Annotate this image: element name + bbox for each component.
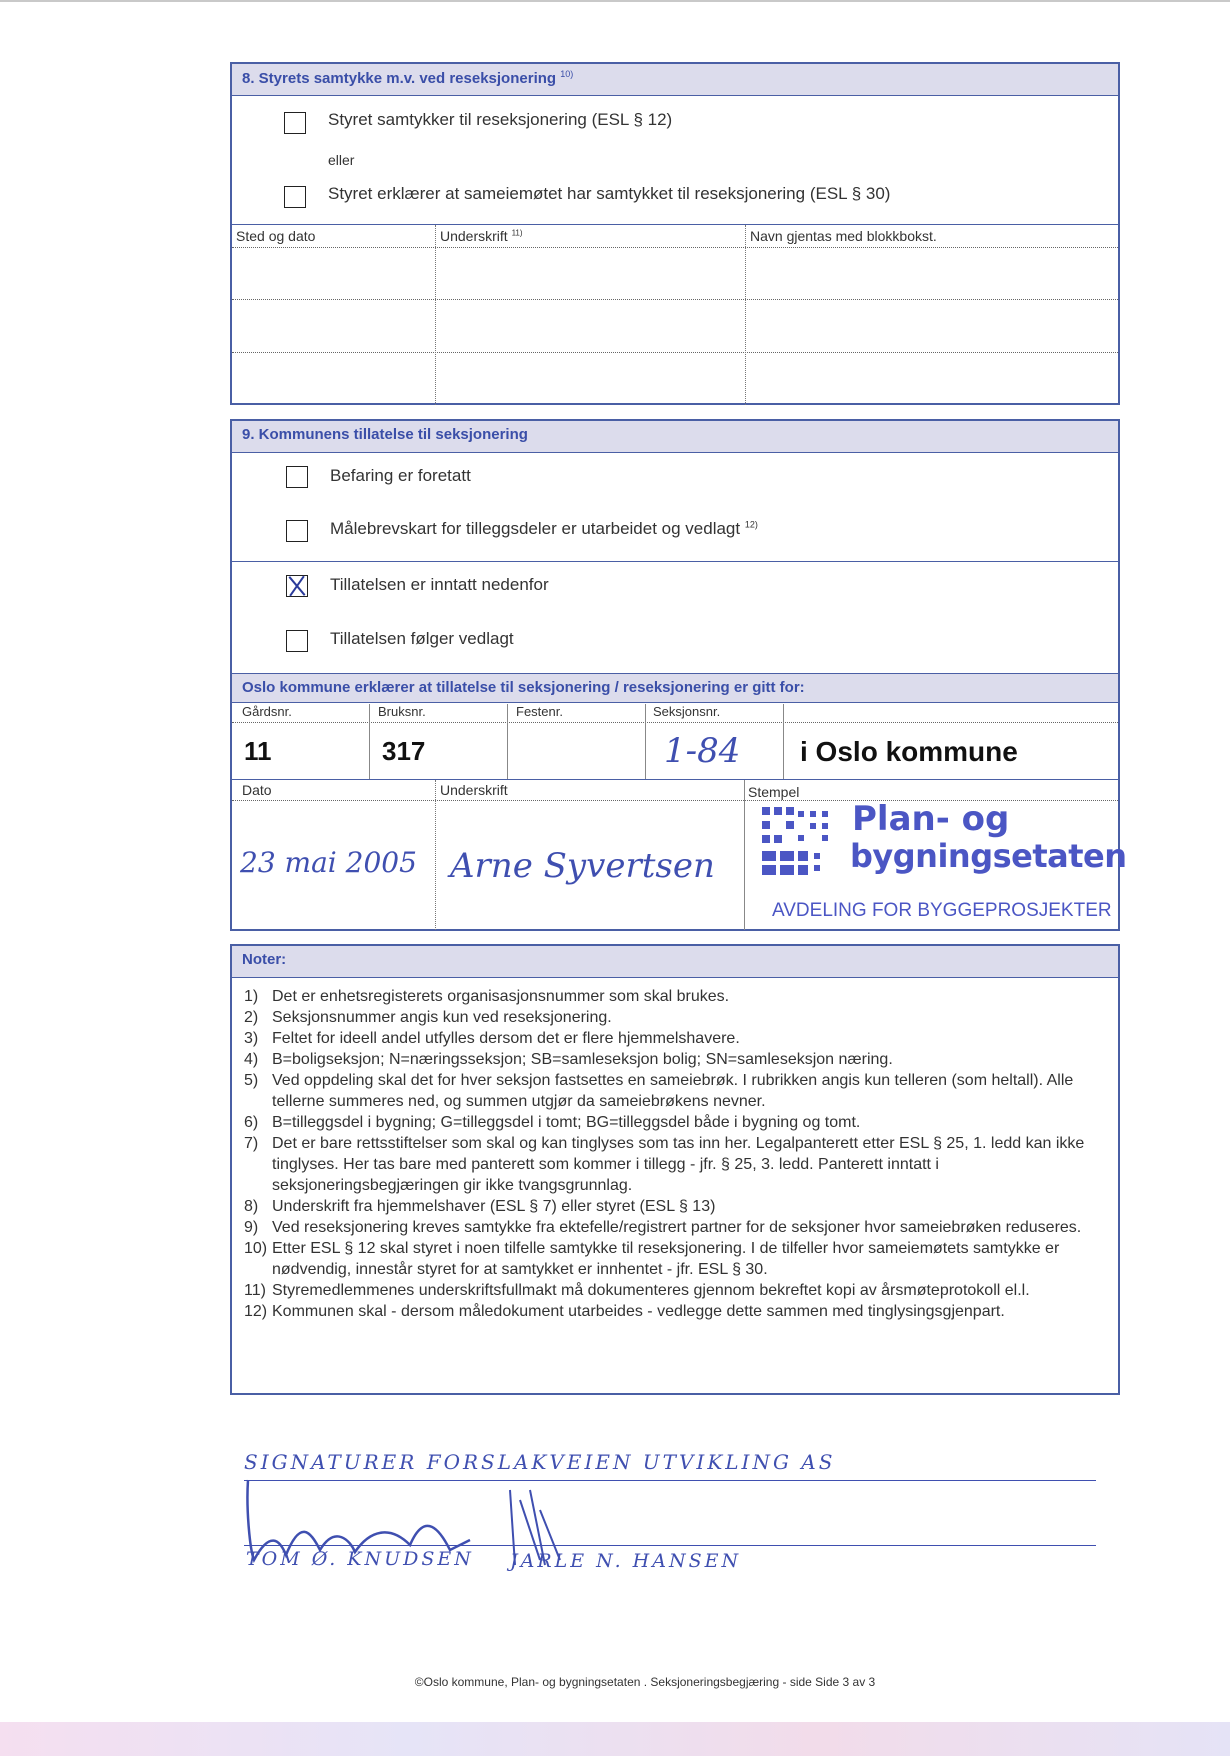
option-meeting-consented-label: Styret erklærer at sameiemøtet har samtykket til reseksjonering (ESL § 30) xyxy=(328,184,891,203)
note-item: 2) Seksjonsnummer angis kun ved reseksjonering. xyxy=(244,1009,612,1026)
handwritten-name-2: JARLE N. HANSEN xyxy=(510,1550,742,1572)
scan-top-edge xyxy=(0,0,1230,2)
col-divider xyxy=(645,704,646,779)
header-stempel: Stempel xyxy=(748,784,800,800)
header-gardsnr: Gårdsnr. xyxy=(242,704,292,719)
note-item: 8) Underskrift fra hjemmelshaver (ESL § 7) eller styret (ESL § 13) xyxy=(244,1198,716,1215)
row-line xyxy=(232,722,1118,723)
permit-included-label: Tillatelsen er inntatt nedenfor xyxy=(330,575,549,594)
signature-line-2 xyxy=(244,1545,1096,1546)
notes-title: Noter: xyxy=(232,946,1118,978)
checkbox-meeting-consented[interactable] xyxy=(284,186,306,208)
stamp-line-1: Plan- og xyxy=(852,799,1010,839)
divider xyxy=(232,561,1118,562)
note-item: 7) Det er bare rettsstiftelser som skal og kan tinglyses som tas inn her. Legalpanterett etter ESL § 25, 1. ledd kan ikke tinglyses. Her tas bare med panterett som kommer i tillegg - jfr. § 25, 3. ledd. Panterett inntatt i seksjoneringsbegjæringen gir ikke tvangsgrunnlag. xyxy=(244,1135,1085,1194)
value-signature-handwritten: Arne Syvertsen xyxy=(450,846,715,886)
col-divider xyxy=(783,704,784,779)
permit-declaration: Oslo kommune erklærer at tillatelse til seksjonering / reseksjonering er gitt for: xyxy=(232,673,1118,703)
col-divider xyxy=(507,704,508,779)
note-item: 12) Kommunen skal - dersom måledokument utarbeides - vedlegge dette sammen med tinglysingsgjenpart. xyxy=(244,1303,1005,1320)
header-festenr: Festenr. xyxy=(516,704,563,719)
checkbox-board-consents[interactable] xyxy=(284,112,306,134)
map-attached-label: Målebrevskart for tilleggsdeler er utarbeidet og vedlagt $^{12)}$ xyxy=(330,519,758,538)
checkbox-map-attached[interactable] xyxy=(286,520,308,542)
section-8-board-consent xyxy=(230,62,1120,405)
col-place-date: Sted og dato xyxy=(236,228,316,244)
section-9-municipal-permit xyxy=(230,419,1127,931)
inspection-done-label: Befaring er foretatt xyxy=(330,466,471,485)
stamp-line-2: bygningsetaten xyxy=(850,837,1127,875)
kommune-label: i Oslo kommune xyxy=(800,736,1018,767)
option-board-consents-label: Styret samtykker til reseksjonering (ESL § 12) xyxy=(328,110,673,129)
permit-attached-label: Tillatelsen følger vedlagt xyxy=(330,629,514,648)
col-divider xyxy=(435,780,436,930)
handwritten-name-1: TOM Ø. KNUDSEN xyxy=(246,1548,474,1570)
note-item: 10) Etter ESL § 12 skal styret i noen tilfelle samtykke til reseksjonering. I de tilfeller hvor sameiemøtets samtykke er nødvendig, innestår styret for at samtykket er innhentet - jfr. ESL § 30. xyxy=(244,1240,1060,1278)
checkbox-permit-included[interactable] xyxy=(286,575,308,597)
notes-section xyxy=(230,944,1120,1395)
col-divider xyxy=(744,780,745,930)
col-divider xyxy=(369,704,370,779)
note-item: 5) Ved oppdeling skal det for hver seksjon fastsettes en sameiebrøk. I rubrikken angis kun telleren (som heltall). Alle tellerne summeres ned, og summen utgjør da sameiebrøkens nevner. xyxy=(244,1072,1074,1110)
row-line xyxy=(232,352,1118,353)
col-signature: Underskrift $^{11)}$ xyxy=(440,228,523,244)
section-9-title: 9. Kommunens tillatelse til seksjonering xyxy=(232,421,1118,453)
header-dato: Dato xyxy=(242,782,272,798)
divider xyxy=(232,779,1118,780)
col-divider xyxy=(435,225,436,405)
note-item: 6) B=tilleggsdel i bygning; G=tilleggsdel i tomt; BG=tilleggsdel både i bygning og tomt. xyxy=(244,1114,861,1131)
section-8-title: 8. Styrets samtykke m.v. ved reseksjonering $^{10)}$ xyxy=(232,64,1118,96)
header-underskrift: Underskrift xyxy=(440,782,508,798)
stamp-logo-icon xyxy=(758,803,838,879)
value-gardsnr: 11 xyxy=(244,736,272,766)
scan-bottom-band xyxy=(0,1722,1230,1756)
checkbox-inspection-done[interactable] xyxy=(286,466,308,488)
value-dato-handwritten: 23 mai 2005 xyxy=(240,846,417,879)
col-name-block: Navn gjentas med blokkbokst. xyxy=(750,228,937,244)
col-divider xyxy=(745,225,746,405)
checkbox-permit-attached[interactable] xyxy=(286,630,308,652)
note-item: 9) Ved reseksjonering kreves samtykke fra ektefelle/registrert partner for de seksjoner hvor sameiebrøken reduseres. xyxy=(244,1219,1082,1236)
row-line xyxy=(232,247,1118,248)
notes-list xyxy=(244,986,1108,1322)
note-item: 1) Det er enhetsregisterets organisasjonsnummer som skal brukes. xyxy=(244,988,730,1005)
header-seksjonsnr: Seksjonsnr. xyxy=(653,704,721,719)
handwritten-header: SIGNATURER FORSLAKVEIEN UTVIKLING AS xyxy=(244,1450,836,1474)
page-footer: ©Oslo kommune, Plan- og bygningsetaten . Seksjoneringsbegjæring - side Side 3 av 3 xyxy=(414,1675,876,1689)
header-bruksnr: Bruksnr. xyxy=(378,704,426,719)
value-bruksnr: 317 xyxy=(382,736,426,766)
note-item: 11) Styremedlemmenes underskriftsfullmakt må dokumenteres gjennom bekreftet kopi av årsmøteprotokoll el.l. xyxy=(244,1282,1030,1299)
value-seksjonsnr-handwritten: 1-84 xyxy=(664,731,741,771)
divider xyxy=(232,224,1118,225)
stamp-line-3: AVDELING FOR BYGGEPROSJEKTER xyxy=(772,900,1112,921)
note-item: 4) B=boligseksjon; N=næringsseksjon; SB=samleseksjon bolig; SN=samleseksjon næring. xyxy=(244,1051,893,1068)
or-label: eller xyxy=(328,152,355,168)
note-item: 3) Feltet for ideell andel utfylles dersom det er flere hjemmelshavere. xyxy=(244,1030,740,1047)
row-line xyxy=(232,299,1118,300)
